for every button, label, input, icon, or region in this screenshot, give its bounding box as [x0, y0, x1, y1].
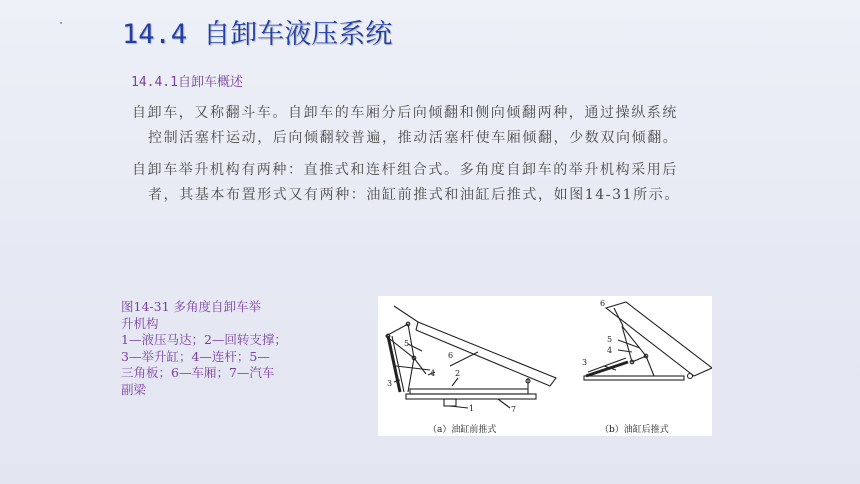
label-front-push: （a）油缸前推式: [428, 425, 497, 435]
linkage-a: [414, 358, 426, 374]
label-3-b: 3: [582, 358, 588, 367]
linkage-b: [646, 356, 654, 376]
label-6-a: 6: [448, 351, 454, 360]
label-7-a: 7: [511, 405, 517, 414]
figure-caption: [121, 299, 311, 398]
label-1-a: 1: [469, 404, 475, 413]
caption-line: 副梁: [121, 381, 147, 397]
section-subtitle: 14.4.1自卸车概述: [131, 75, 243, 90]
paragraph-line: 自卸车举升机构有两种：直推式和连杆组合式。多角度自卸车的举升机构采用后: [132, 162, 678, 178]
lifting-mechanism-figure: [378, 296, 712, 436]
label-4-a: 4: [430, 369, 436, 378]
caption-line: 升机构: [121, 315, 159, 331]
decorative-dot: [60, 22, 62, 24]
subframe-a: [406, 394, 536, 399]
paragraph-lifting-mechanism: [132, 158, 722, 208]
caption-line: 三角板；6—车厢；7—汽车: [121, 365, 275, 380]
paragraph-overview: [132, 101, 722, 151]
caption-line: 3—举升缸；4—连杆；5—: [121, 348, 270, 364]
label-3-a: 3: [387, 379, 393, 388]
caption-line: 图14-31 多角度自卸车举: [121, 299, 262, 314]
truck-bed-a: [394, 306, 556, 386]
triangle-plate-b: [622, 326, 646, 362]
subframe-b: [584, 376, 684, 380]
paragraph-line: 控制活塞杆运动，后向倾翻较普遍，推动活塞杆使车厢倾翻，少数双向倾翻。: [148, 130, 679, 146]
paragraph-line: 自卸车，又称翻斗车。自卸车的车厢分后向倾翻和侧向倾翻两种，通过操纵系统: [132, 105, 678, 121]
mechanism-drawing: [378, 296, 712, 436]
label-6-b: 6: [600, 299, 606, 308]
label-rear-push: （b）油缸后推式: [600, 425, 669, 435]
lift-cylinder-b: [586, 362, 628, 376]
slide-title: 14.4 自卸车液压系统: [122, 19, 393, 50]
caption-line: 1—液压马达；2—回转支撑；: [121, 332, 287, 347]
label-5-a: 5: [404, 339, 410, 348]
label-5-b: 5: [607, 335, 613, 344]
paragraph-line: 者，其基本布置形式又有两种：油缸前推式和油缸后推式，如图14-31所示。: [148, 187, 680, 203]
hydraulic-motor-a: [444, 399, 456, 406]
label-4-b: 4: [607, 346, 613, 355]
label-2-a: 2: [455, 369, 461, 378]
